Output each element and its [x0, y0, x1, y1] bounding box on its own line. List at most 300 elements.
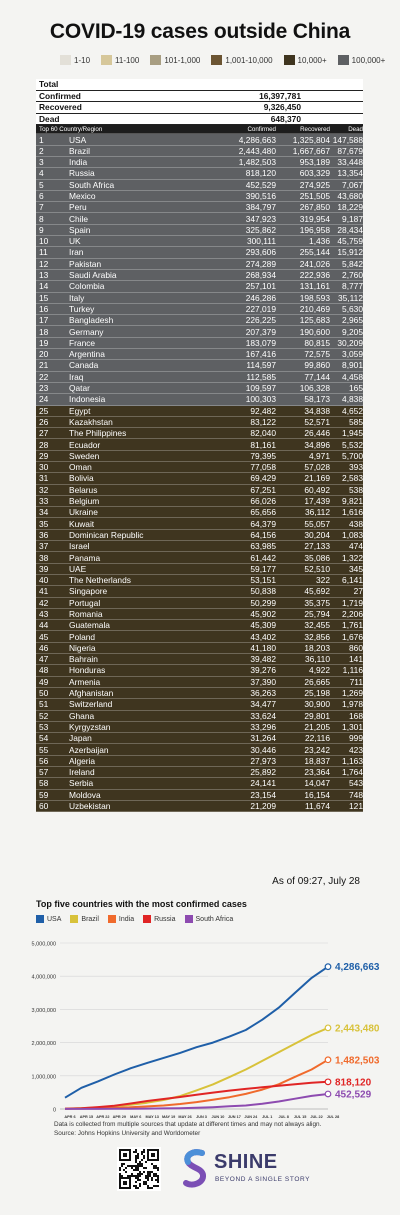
table-cell: Belarus [69, 484, 98, 495]
table-cell: 47 [39, 654, 49, 665]
table-row [36, 293, 363, 304]
table-row [36, 790, 363, 801]
table-row [36, 247, 363, 258]
series-line [65, 1028, 328, 1109]
table-cell: 27 [39, 428, 49, 439]
table-row [36, 202, 363, 213]
table-cell: 53 [39, 721, 49, 732]
table-cell: 82,040 [250, 428, 276, 439]
table-cell: Ireland [69, 767, 95, 778]
table-cell: 60,492 [304, 484, 330, 495]
table-cell: 52,510 [304, 563, 330, 574]
x-tick-label: APR 29 [112, 1115, 126, 1119]
table-cell: 63,985 [250, 541, 276, 552]
chart-legend-item [185, 915, 234, 923]
x-tick-label: JUN 24 [244, 1115, 258, 1119]
table-cell: 33 [39, 496, 49, 507]
table-cell: 112,585 [246, 371, 276, 382]
table-row [36, 451, 363, 462]
table-row [36, 485, 363, 496]
legend-label: 11-100 [115, 55, 140, 65]
x-tick-label: MAY 6 [130, 1115, 142, 1119]
table-cell: 11 [39, 247, 48, 258]
table-cell: 51 [39, 699, 49, 710]
table-cell: 56 [39, 755, 49, 766]
legend-swatch [338, 55, 349, 65]
table-cell: 18 [39, 326, 49, 337]
table-cell: 267,850 [299, 202, 330, 213]
table-cell: 34,477 [250, 699, 276, 710]
chart-legend-item [70, 915, 99, 923]
table-cell: 25 [39, 405, 49, 416]
table-cell: 37,390 [250, 676, 276, 687]
table-cell: 64,156 [250, 529, 276, 540]
table-cell: 19 [39, 337, 49, 348]
table-cell: 18,837 [304, 755, 330, 766]
x-tick-label: JUN 3 [196, 1115, 207, 1119]
table-row [36, 744, 363, 755]
table-cell: 45 [39, 631, 49, 642]
table-cell: 22,116 [305, 733, 330, 744]
table-cell: 30,446 [250, 744, 276, 755]
table-cell: 325,862 [245, 224, 276, 235]
table-cell: 77,058 [250, 462, 276, 473]
table-cell: 15 [39, 292, 49, 303]
table-cell: 32,856 [304, 631, 330, 642]
x-tick-label: JUL 22 [310, 1115, 323, 1119]
table-row [36, 598, 363, 609]
table-cell: 4,838 [342, 394, 363, 405]
table-cell: France [69, 337, 96, 348]
table-cell: 423 [349, 744, 363, 755]
table-cell: UAE [69, 563, 87, 574]
table-cell: 36,110 [305, 654, 330, 665]
x-tick-label: JUN 10 [211, 1115, 225, 1119]
table-row [36, 315, 363, 326]
table-cell: 23,364 [304, 767, 330, 778]
table-cell: 227,019 [245, 303, 276, 314]
table-row [36, 259, 363, 270]
table-cell: 45,759 [337, 236, 363, 247]
table-row [36, 168, 363, 179]
table-cell: 55,057 [304, 518, 330, 529]
table-cell: 5,532 [342, 439, 363, 450]
table-row [36, 225, 363, 236]
table-cell: Honduras [69, 665, 106, 676]
table-cell: 1,616 [342, 507, 363, 518]
table-row [36, 541, 363, 552]
table-row [36, 417, 363, 428]
table-cell: 50 [39, 688, 49, 699]
table-cell: 18,229 [337, 202, 363, 213]
table-cell: 1,761 [342, 620, 363, 631]
x-tick-label: MAY 13 [145, 1115, 159, 1119]
y-tick-label: 3,000,000 [31, 1007, 56, 1014]
case-range-legend [60, 55, 385, 65]
table-cell: Ukraine [69, 507, 98, 518]
table-cell: Qatar [69, 383, 90, 394]
table-cell: 438 [349, 518, 363, 529]
legend-item [211, 55, 272, 65]
table-cell: Iran [69, 247, 84, 258]
table-cell: 35 [39, 518, 49, 529]
table-cell: 384,797 [245, 202, 276, 213]
table-cell: Ecuador [69, 439, 101, 450]
table-cell: 8 [39, 213, 44, 224]
legend-swatch [60, 55, 71, 65]
confirmed-cases-line-chart [0, 925, 400, 1119]
table-row [36, 722, 363, 733]
table-cell: USA [69, 134, 87, 145]
table-cell: 28,434 [337, 224, 363, 235]
table-row [36, 326, 363, 337]
series-end-point [325, 1079, 331, 1085]
table-cell: 57,028 [304, 462, 330, 473]
table-row [36, 778, 363, 789]
table-cell: 15,912 [337, 247, 363, 258]
table-cell: 474 [349, 541, 363, 552]
x-tick-label: JUN 17 [227, 1115, 241, 1119]
series-end-label: 818,120 [335, 1077, 372, 1089]
table-row [36, 281, 363, 292]
table-cell: 25,198 [304, 688, 330, 699]
table-cell: 207,379 [245, 326, 276, 337]
table-row [36, 180, 363, 191]
series-end-point [325, 1025, 331, 1031]
table-cell: Portugal [69, 597, 101, 608]
x-tick-label: APR 15 [79, 1115, 94, 1119]
table-row [36, 756, 363, 767]
total-value: 648,370 [270, 114, 301, 125]
table-cell: 393 [349, 462, 363, 473]
table-cell: 80,815 [304, 337, 330, 348]
brand-tagline: BEYOND A SINGLE STORY [215, 1176, 311, 1183]
table-row [36, 699, 363, 710]
table-cell: 87,679 [337, 145, 363, 156]
table-cell: 55 [39, 744, 49, 755]
x-tick-label: APR 6 [64, 1115, 76, 1119]
table-cell: 27,133 [304, 541, 330, 552]
table-row [36, 157, 363, 168]
table-cell: 49 [39, 676, 49, 687]
table-cell: 603,329 [299, 168, 330, 179]
series-line [65, 1082, 328, 1109]
table-cell: 1,163 [342, 755, 363, 766]
table-cell: 14 [39, 281, 49, 292]
table-cell: 59,177 [250, 563, 276, 574]
table-cell: 16 [39, 303, 49, 314]
y-tick-label: 5,000,000 [31, 941, 56, 948]
table-cell: 29,801 [304, 710, 330, 721]
table-cell: 121 [349, 801, 363, 812]
x-tick-label: JUL 1 [262, 1115, 273, 1119]
table-row [36, 733, 363, 744]
legend-swatch [101, 55, 112, 65]
table-row [36, 213, 363, 224]
chart-legend-label: India [118, 915, 135, 923]
table-row [36, 575, 363, 586]
chart-title: Top five countries with the most confirmed cases [36, 899, 247, 909]
table-cell: 9,821 [342, 496, 363, 507]
as-of-timestamp: As of 09:27, July 28 [272, 876, 360, 887]
table-cell: 32 [39, 484, 49, 495]
table-row [36, 711, 363, 722]
table-cell: Spain [69, 224, 91, 235]
table-cell: 45,309 [250, 620, 276, 631]
table-row [36, 677, 363, 688]
table-cell: 165 [349, 383, 363, 394]
table-cell: 1,764 [342, 767, 363, 778]
table-cell: Kyrgyzstan [69, 721, 111, 732]
table-cell: 61,442 [250, 552, 276, 563]
table-cell: 347,923 [245, 213, 276, 224]
total-label: Recovered [39, 102, 82, 113]
x-tick-label: APR 22 [96, 1115, 110, 1119]
table-cell: 58,173 [304, 394, 330, 405]
table-row [36, 191, 363, 202]
table-cell: 147,588 [332, 134, 363, 145]
table-cell: 53,151 [250, 575, 276, 586]
table-cell: 100,303 [245, 394, 276, 405]
table-cell: 50,299 [250, 597, 276, 608]
chart-legend-item [108, 915, 134, 923]
table-cell: 2,760 [342, 270, 363, 281]
table-cell: 4,458 [342, 371, 363, 382]
table-cell: Bangladesh [69, 315, 114, 326]
table-cell: 198,593 [299, 292, 330, 303]
table-cell: 52 [39, 710, 49, 721]
table-cell: 1,269 [342, 688, 363, 699]
table-cell: 3 [39, 157, 44, 168]
table-cell: 13,354 [337, 168, 363, 179]
table-row [36, 406, 363, 417]
table-cell: 255,144 [299, 247, 330, 258]
table-cell: 168 [349, 710, 363, 721]
y-tick-label: 0 [52, 1107, 56, 1114]
x-tick-label: JUL 15 [293, 1115, 307, 1119]
table-cell: 28 [39, 439, 49, 450]
page-title: COVID-19 cases outside China [49, 20, 351, 43]
table-row [36, 439, 363, 450]
table-cell: 1,719 [342, 597, 363, 608]
table-cell: 66,026 [250, 496, 276, 507]
table-row [36, 338, 363, 349]
table-row [36, 496, 363, 507]
table-cell: 257,101 [245, 281, 276, 292]
table-cell: Iraq [69, 371, 84, 382]
table-cell: 274,925 [299, 179, 330, 190]
table-cell: 4,971 [309, 450, 330, 461]
table-cell: 748 [349, 789, 363, 800]
table-cell: Algeria [69, 755, 96, 766]
table-row [36, 349, 363, 360]
table-cell: 183,079 [245, 337, 276, 348]
table-cell: 35,375 [304, 597, 330, 608]
table-cell: 1,325,804 [292, 134, 330, 145]
table-cell: 190,600 [299, 326, 330, 337]
table-cell: 39,276 [250, 665, 276, 676]
table-cell: 10 [39, 236, 49, 247]
table-cell: 17 [39, 315, 49, 326]
chart-legend-item [143, 915, 175, 923]
table-cell: 17,439 [304, 496, 330, 507]
table-cell: 1,978 [342, 699, 363, 710]
table-cell: 30,209 [337, 337, 363, 348]
table-cell: 23,242 [304, 744, 330, 755]
table-cell: 43,402 [250, 631, 276, 642]
table-cell: Sweden [69, 450, 100, 461]
table-cell: 20 [39, 349, 49, 360]
chart-legend [36, 915, 233, 923]
table-cell: 50,838 [250, 586, 276, 597]
x-tick-label: MAY 19 [161, 1115, 176, 1119]
table-row [36, 518, 363, 529]
table-cell: 42 [39, 597, 49, 608]
chart-legend-swatch [36, 915, 44, 923]
table-cell: 4 [39, 168, 44, 179]
table-cell: 1,322 [342, 552, 363, 563]
y-tick-label: 1,000,000 [31, 1074, 56, 1081]
table-cell: 268,934 [245, 270, 276, 281]
table-cell: 1,945 [342, 428, 363, 439]
table-cell: 57 [39, 767, 49, 778]
table-cell: 79,395 [250, 450, 276, 461]
table-cell: 43,680 [337, 191, 363, 201]
table-cell: 9 [39, 224, 44, 235]
chart-legend-swatch [70, 915, 78, 923]
table-cell: 1,301 [342, 721, 363, 732]
series-end-label: 1,482,503 [335, 1055, 380, 1067]
table-cell: Serbia [69, 778, 94, 789]
legend-swatch [211, 55, 222, 65]
table-cell: 25,794 [304, 608, 330, 619]
table-cell: 23 [39, 383, 49, 394]
table-cell: 3,059 [342, 349, 363, 360]
table-cell: 345 [349, 563, 363, 574]
legend-item [60, 55, 90, 65]
table-cell: 141 [349, 654, 363, 665]
table-cell: 21,169 [304, 473, 330, 484]
table-cell: 167,416 [245, 349, 276, 360]
table-row [36, 609, 363, 620]
table-cell: Bolivia [69, 473, 94, 484]
table-cell: 538 [349, 484, 363, 495]
table-cell: 77,144 [304, 371, 330, 382]
series-end-point [325, 1057, 331, 1063]
table-cell: 2,443,480 [238, 145, 276, 156]
cases-table [36, 79, 363, 812]
table-cell: 21 [39, 360, 49, 371]
table-cell: 40 [39, 575, 49, 586]
table-cell: Moldova [69, 789, 101, 800]
table-cell: 26,446 [304, 428, 330, 439]
y-tick-label: 2,000,000 [31, 1041, 56, 1048]
table-cell: 125,683 [299, 315, 330, 326]
table-cell: 48 [39, 665, 49, 676]
table-cell: Italy [69, 292, 85, 303]
table-cell: Israel [69, 541, 90, 552]
series-end-point [325, 1091, 331, 1097]
total-label: Dead [39, 114, 60, 125]
table-cell: 24,141 [250, 778, 276, 789]
table-cell: 210,469 [299, 303, 330, 314]
table-cell: 99,860 [304, 360, 330, 371]
table-cell: 29 [39, 450, 49, 461]
table-cell: 109,597 [245, 383, 276, 394]
table-header [36, 125, 363, 134]
table-cell: 54 [39, 733, 49, 744]
table-cell: Saudi Arabia [69, 270, 117, 281]
table-cell: 31 [39, 473, 49, 484]
table-cell: Nigeria [69, 642, 96, 653]
table-row [36, 767, 363, 778]
table-cell: 1,083 [342, 529, 363, 540]
table-cell: 23,154 [250, 789, 276, 800]
table-cell: 1,116 [342, 665, 363, 676]
table-cell: 35,112 [338, 292, 363, 303]
total-label: Confirmed [39, 90, 81, 101]
table-cell: 196,958 [299, 224, 330, 235]
table-row [36, 801, 363, 812]
x-tick-label: JUL 28 [326, 1115, 340, 1119]
table-cell: 81,161 [250, 439, 276, 450]
brand-name: SHINE [214, 1151, 278, 1173]
table-cell: 27,973 [250, 755, 276, 766]
table-row [36, 360, 363, 371]
table-cell: 25,892 [250, 767, 276, 778]
table-cell: 8,777 [342, 281, 363, 292]
legend-label: 1-10 [74, 55, 91, 65]
table-cell: 4,652 [342, 405, 363, 416]
table-cell: Russia [69, 168, 95, 179]
table-cell: 45,692 [304, 586, 330, 597]
table-cell: 8,901 [342, 360, 363, 371]
table-cell: 45,902 [250, 608, 276, 619]
table-cell: 24 [39, 394, 49, 405]
table-cell: 58 [39, 778, 49, 789]
table-cell: 7 [39, 202, 44, 213]
table-cell: 37 [39, 541, 49, 552]
legend-item [338, 55, 386, 65]
note-line: Data is collected from multiple sources that update at different times and may not always align. [54, 1121, 322, 1128]
table-row [36, 304, 363, 315]
table-cell: 2,965 [342, 315, 363, 326]
table-cell: 30,900 [304, 699, 330, 710]
legend-item [150, 55, 200, 65]
total-row [36, 102, 363, 114]
table-cell: 860 [349, 642, 363, 653]
x-tick-label: MAY 26 [178, 1115, 192, 1119]
table-cell: 72,575 [304, 349, 330, 360]
table-cell: 38 [39, 552, 49, 563]
total-label: Total [39, 79, 59, 90]
table-cell: 246,286 [245, 292, 276, 303]
header-confirmed: Confirmed [247, 125, 276, 133]
table-cell: 6 [39, 191, 44, 201]
legend-swatch [284, 55, 295, 65]
chart-legend-item [36, 915, 61, 923]
table-cell: 16,154 [304, 789, 330, 800]
table-cell: 34 [39, 507, 49, 518]
table-cell: Canada [69, 360, 99, 371]
table-cell: 131,161 [299, 281, 330, 292]
source-note [54, 1121, 374, 1138]
table-cell: 241,026 [299, 258, 330, 269]
table-cell: 114,597 [246, 360, 276, 371]
table-cell: 9,187 [342, 213, 363, 224]
total-value: 9,326,450 [263, 102, 301, 113]
table-cell: Oman [69, 462, 92, 473]
